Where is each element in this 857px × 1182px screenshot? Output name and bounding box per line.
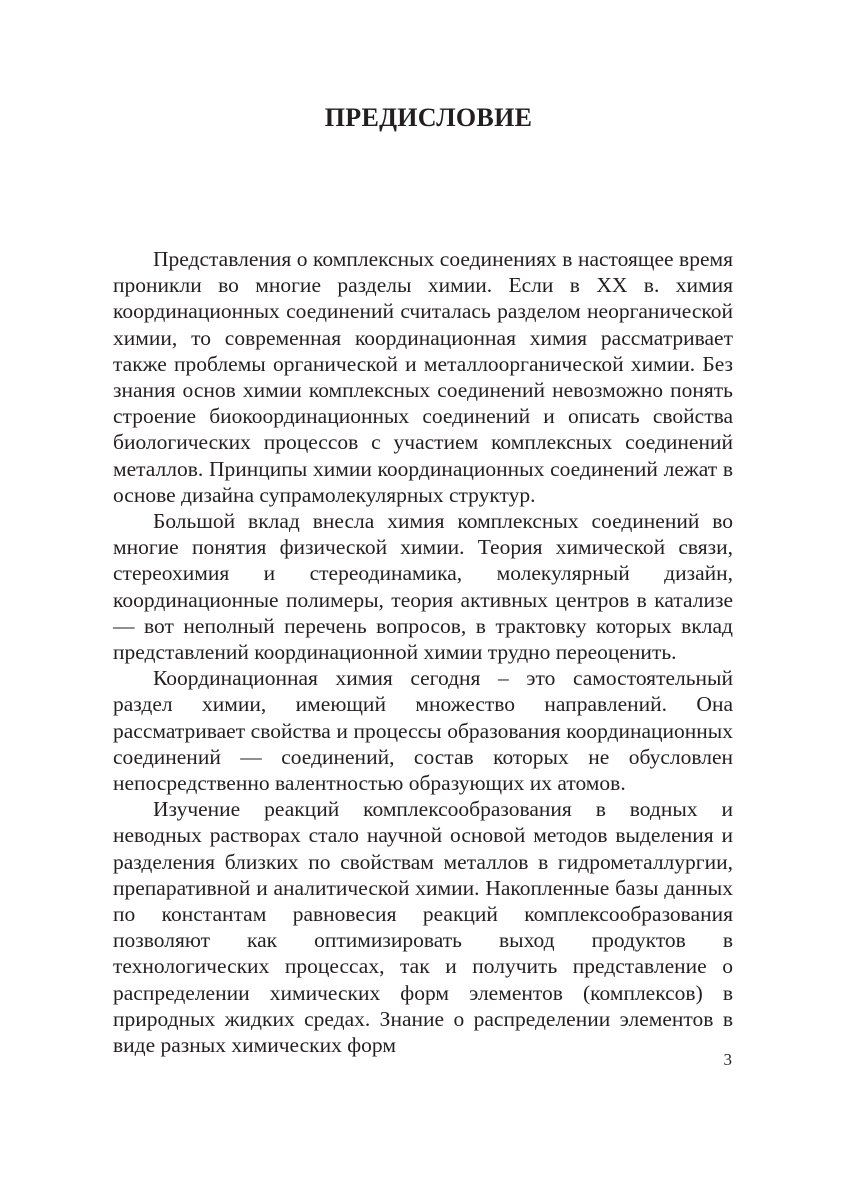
page-title: ПРЕДИСЛОВИЕ (324, 103, 533, 132)
paragraph-4: Изучение реакций комплексообразования в водных и неводных растворах стало научной основой методов выделения и разделения близких по свойствам металлов в гидрометаллургии, препаративной и аналитической химии. Накопленные базы данных по константам равновесия реакций комплексообразования позволяют как оптимизировать выход продуктов в технологических процессах, так и получить представление о распределении химических форм элементов (комплексов) в природных жидких средах. Знание о распределении элементов в виде разных химических форм (113, 797, 733, 1058)
paragraph-3: Координационная химия сегодня – это самостоятельный раздел химии, имеющий множество направлений. Она рассматривает свойства и процессы образования координационных соединений — соединений, состав которых не обусловлен непосредственно валентностью образующих их атомов. (113, 666, 733, 796)
page-number: 3 (723, 1050, 732, 1069)
paragraph-2: Большой вклад внесла химия комплексных соединений во многие понятия физической химии. Теория химической связи, стереохимия и стереодинамика, молекулярный дизайн, координационные полимеры, теория активных центров в катализе — вот неполный перечень вопросов, в трактовку которых вклад представлений координационной химии трудно переоценить. (113, 509, 733, 665)
body-text (113, 246, 733, 1058)
paragraph-1: Представления о комплексных соединениях в настоящее время проникли во многие разделы химии. Если в XX в. химия координационных соединений считалась разделом неорганической химии, то современная координационная химия рассматривает также проблемы органической и металлоорганической химии. Без знания основ химии комплексных соединений невозможно понять строение биокоординационных соединений и описать свойства биологических процессов с участием комплексных соединений металлов. Принципы химии координационных соединений лежат в основе дизайна супрамолекулярных структур. (113, 247, 733, 507)
